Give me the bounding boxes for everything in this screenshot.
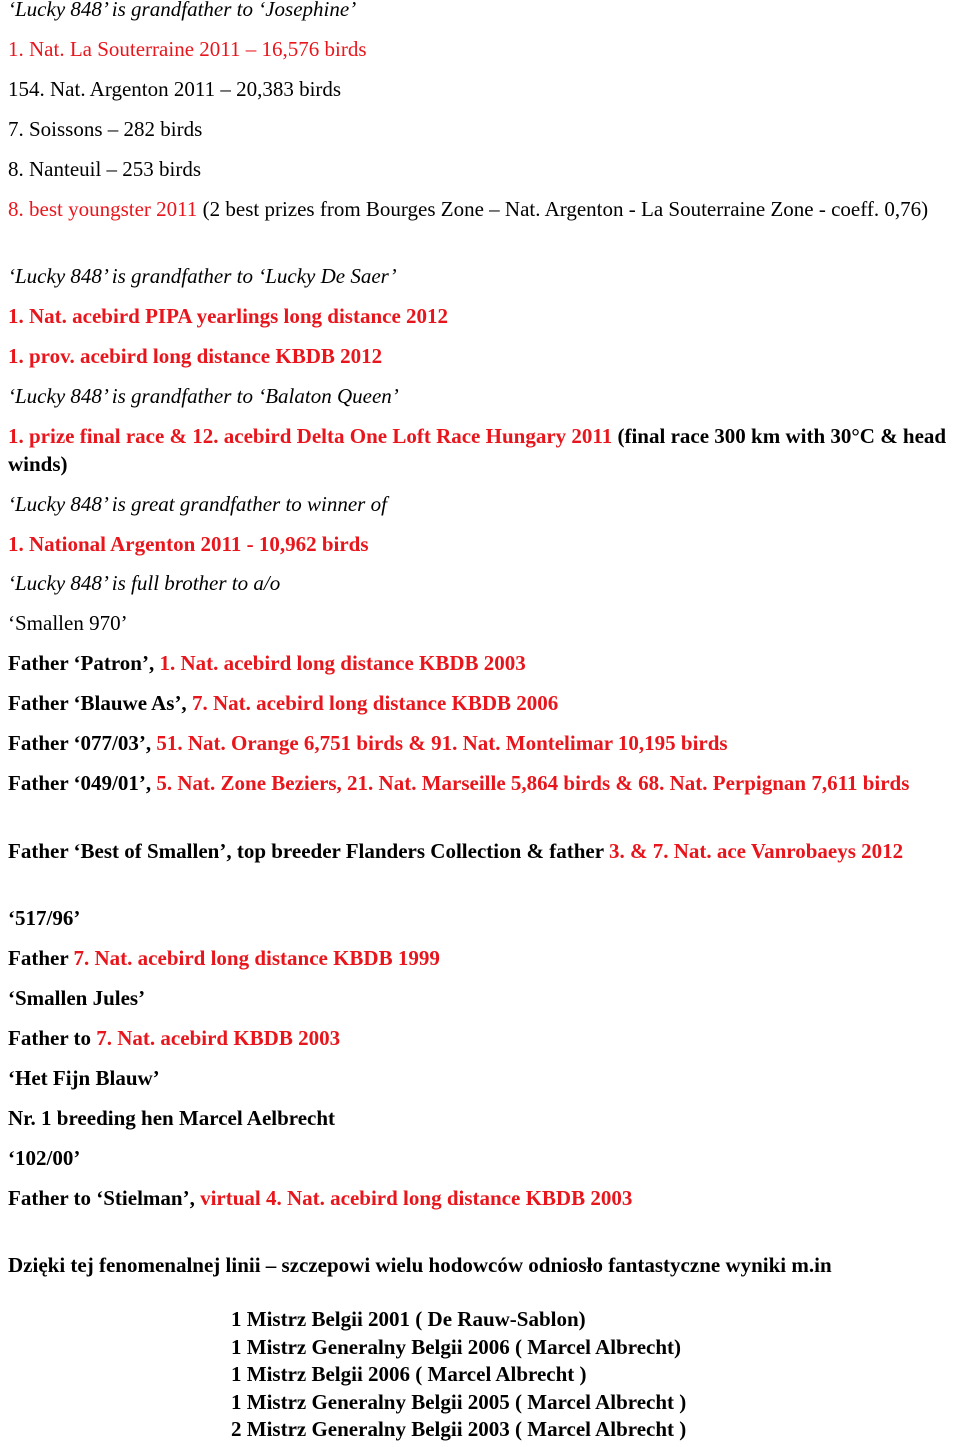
text-line (8, 1024, 340, 1052)
text-line (8, 609, 128, 637)
text-run: ‘Lucky 848’ is grandfather to ‘Lucky De Saer’ (8, 264, 397, 288)
text-run: ‘Lucky 848’ is grandfather to ‘Josephine’ (8, 0, 357, 21)
text-line (8, 0, 356, 23)
text-line (8, 530, 369, 558)
text-line (8, 262, 397, 290)
text-run: virtual 4. Nat. acebird long distance KBDB 2003 (200, 1186, 633, 1210)
text-line (8, 1184, 632, 1212)
text-run: 7. Soissons – 282 birds (8, 117, 203, 141)
text-line (8, 115, 202, 143)
text-run: Father ‘Patron’, (8, 651, 160, 675)
text-run: 1. Nat. acebird long distance KBDB 2003 (159, 651, 526, 675)
text-run: (final race 300 km with 30°C & head winds) (8, 424, 947, 476)
text-run: 3. & 7. Nat. ace Vanrobaeys 2012 (608, 839, 904, 863)
text-run: 7. Nat. acebird KBDB 2003 (96, 1026, 341, 1050)
text-line (8, 649, 526, 677)
text-line (8, 342, 382, 370)
title-item: 2 Mistrz Generalny Belgii 2003 ( Marcel Albrecht ) (231, 1417, 687, 1442)
text-run: ‘Lucky 848’ is great grandfather to winner of (8, 492, 387, 516)
text-run: 7. Nat. acebird long distance KBDB 2006 (191, 691, 559, 715)
titles-list (231, 1306, 686, 1444)
text-line (8, 837, 956, 865)
text-line (8, 490, 387, 518)
text-line (8, 769, 956, 797)
text-run: 8. best youngster 2011 (8, 197, 198, 221)
text-line (8, 155, 201, 183)
text-run: ‘Lucky 848’ is full brother to a/o (8, 571, 281, 595)
text-line (8, 944, 440, 972)
text-run: ‘517/96’ (8, 906, 81, 930)
text-line (8, 35, 367, 63)
text-line (8, 1104, 335, 1132)
text-run: 7. Nat. acebird long distance KBDB 1999 (73, 946, 440, 970)
text-run: 154. Nat. Argenton 2011 – 20,383 birds (8, 77, 342, 101)
text-line (8, 904, 80, 932)
text-run: Father ‘049/01’, (8, 771, 157, 795)
text-run: Father (8, 946, 74, 970)
text-run: ‘Smallen Jules’ (8, 986, 146, 1010)
text-run: Dzięki tej fenomenalnej linii – szczepowi wielu hodowców odniosło fantastyczne wyniki m.in (8, 1253, 832, 1277)
text-line (8, 1064, 160, 1092)
text-run: 1. Nat. acebird PIPA yearlings long distance 2012 (8, 304, 449, 328)
title-item: 1 Mistrz Belgii 2006 ( Marcel Albrecht ) (231, 1362, 587, 1387)
text-line (8, 984, 145, 1012)
title-item: 1 Mistrz Belgii 2001 ( De Rauw-Sablon) (231, 1307, 586, 1331)
text-run: Father to (8, 1026, 97, 1050)
title-item: 1 Mistrz Generalny Belgii 2006 ( Marcel Albrecht) (231, 1334, 682, 1359)
text-run: Father ‘Best of Smallen’, top breeder Flanders Collection & father (8, 839, 609, 863)
text-run: ‘102/00’ (8, 1146, 81, 1170)
text-run: (2 best prizes from Bourges Zone – Nat. Argenton - La Souterraine Zone - coeff. 0,76) (197, 197, 929, 221)
text-run: 1. Nat. La Souterraine 2011 – 16,576 birds (8, 37, 367, 61)
text-line (8, 729, 728, 757)
text-run: Nr. 1 breeding hen Marcel Aelbrecht (8, 1106, 336, 1130)
text-run: ‘Het Fijn Blauw’ (8, 1066, 160, 1090)
text-line (8, 1144, 80, 1172)
text-run: 1. prov. acebird long distance KBDB 2012 (8, 344, 383, 368)
text-line (8, 422, 956, 478)
text-line (8, 689, 558, 717)
text-run: Father ‘Blauwe As’, (8, 691, 192, 715)
text-run: 1. prize final race & 12. acebird Delta One Loft Race Hungary 2011 (8, 424, 613, 448)
text-line (8, 1251, 832, 1279)
text-run: Father ‘077/03’, (8, 731, 157, 755)
text-line (8, 75, 341, 103)
text-line (8, 382, 399, 410)
text-line (8, 195, 956, 223)
text-run: 51. Nat. Orange 6,751 birds & 91. Nat. Montelimar 10,195 birds (156, 731, 728, 755)
text-run: 1. National Argenton 2011 - 10,962 birds (8, 532, 369, 556)
title-item: 1 Mistrz Generalny Belgii 2005 ( Marcel Albrecht ) (231, 1389, 687, 1414)
text-line (8, 302, 448, 330)
text-line (8, 569, 280, 597)
text-run: Father to ‘Stielman’, (8, 1186, 201, 1210)
text-run: 5. Nat. Zone Beziers, 21. Nat. Marseille 5,864 birds & 68. Nat. Perpignan 7,611 birds (156, 771, 910, 795)
text-run: 8. Nanteuil – 253 birds (8, 157, 202, 181)
text-run: ‘Lucky 848’ is grandfather to ‘Balaton Queen’ (8, 384, 399, 408)
text-run: ‘Smallen 970’ (8, 611, 128, 635)
